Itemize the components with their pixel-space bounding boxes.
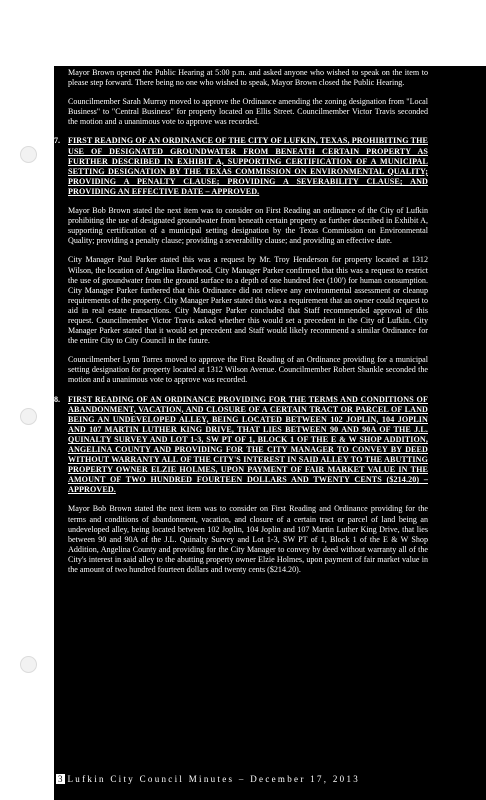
binder-margin	[0, 0, 54, 800]
paragraph: City Manager Paul Parker stated this was a request by Mr. Troy Henderson for property located at 1312 Wilson, the location of Angelina Hardwood. City Manager Parker confirmed that this was a request to restrict the use of groundwater from the ground surface to a depth of one hundred feet (100') for human consumption. City Manager Parker furthered that this Ordinance did not relieve any environmental assessment or cleanup requirements of the property. City Manager Parker stated this was a requirement that an owner could request to aid in real estate transactions. City Manager Parker concluded that Staff recommended approval of this request. Councilmember Victor Travis asked whether this would set a precedent in the City of Lufkin. City Manager Parker stated that it would set precedent and Staff would likely recommend a similar Ordinance for the entire City to City Council in the future.	[68, 255, 428, 346]
paragraph: Councilmember Sarah Murray moved to approve the Ordinance amending the zoning designation from "Local Business" to "Central Business" for property located on Ellis Street. Councilmember Victor Travis seconded the motion and a unanimous vote to approve was recorded.	[68, 97, 428, 127]
agenda-item-8	[54, 394, 428, 496]
punch-hole-middle	[20, 408, 37, 425]
page-number: 3	[58, 774, 63, 784]
punch-hole-bottom	[20, 656, 37, 673]
item-number: 8.	[54, 394, 61, 404]
paragraph: Mayor Brown opened the Public Hearing at 5:00 p.m. and asked anyone who wished to speak on the item to please step forward. There being no one who wished to speak, Mayor Brown closed the Public Hearing.	[68, 68, 428, 88]
item-title: FIRST READING OF AN ORDINANCE OF THE CITY OF LUFKIN, TEXAS, PROHIBITING THE USE OF DESIGNATED GROUNDWATER FROM BENEATH CERTAIN PROPERTY AS FURTHER DESCRIBED IN EXHIBIT A, SUPPORTING CERTIFICATION OF A MUNICIPAL SETTING DESIGNATION BY THE TEXAS COMMISSION ON ENVIRONMENTAL QUALITY; PROVIDING A PENALTY CLAUSE; PROVIDING A SEVERABILITY CLAUSE; AND PROVIDING AN EFFECTIVE DATE – APPROVED.	[68, 136, 428, 196]
page-footer	[56, 774, 484, 788]
minutes-body	[54, 68, 428, 584]
item-title: FIRST READING OF AN ORDINANCE PROVIDING FOR THE TERMS AND CONDITIONS OF ABANDONMENT, VACATION, AND CLOSURE OF A CERTAIN TRACT OR PARCEL OF LAND BEING AN UNDEVELOPED ALLEY, BEING LOCATED BETWEEN 102 JOPLIN, 104 JOPLIN AND 107 MARTIN LUTHER KING DRIVE, THAT LIES BETWEEN 90 AND 90A OF THE J.L. QUINALTY SURVEY AND LOT 1-3, SW PT OF 1, BLOCK 1 OF THE E & W SHOP ADDITION, ANGELINA COUNTY AND PROVIDING FOR THE CITY MANAGER TO CONVEY BY DEED WITHOUT WARRANTY ALL OF THE CITY'S INTEREST IN SAID ALLEY TO THE ABUTTING PROPERTY OWNER ELZIE HOLMES, UPON PAYMENT OF FAIR MARKET VALUE IN THE AMOUNT OF TWO HUNDRED FOURTEEN DOLLARS AND TWENTY CENTS ($214.20) – APPROVED.	[68, 394, 428, 495]
footer-text: Lufkin City Council Minutes – December 17, 2013	[67, 774, 361, 784]
punch-hole-top	[20, 146, 37, 163]
agenda-item-7	[54, 136, 428, 197]
item-number: 7.	[54, 136, 61, 146]
paragraph: Mayor Bob Brown stated the next item was to consider on First Reading an ordinance of the City of Lufkin prohibiting the use of designated groundwater from beneath certain property as further described in Exhibit A, supporting certification of a municipal setting designation by the Texas Commission on Environmental Quality; providing a penalty clause; providing a severability clause; and providing an effective date.	[68, 206, 428, 246]
paragraph: Mayor Bob Brown stated the next item was to consider on First Reading and Ordinance providing for the terms and conditions of abandonment, vacation, and closure of a certain tract or parcel of land being an undeveloped alley, being located between 102 Joplin, 104 Joplin and 107 Martin Luther King Drive, that lies between 90 and 90A of the J.L. Quinalty Survey and Lot 1-3, SW PT of 1, Block 1 of the E & W Shop Addition, Angelina County and providing for the City Manager to convey by deed without warranty all of the City's interest in said alley to the abutting property owner Elzie Holmes, upon payment of fair market value in the amount of two hundred fourteen dollars and twenty cents ($214.20).	[68, 504, 428, 575]
paragraph: Councilmember Lynn Torres moved to approve the First Reading of an Ordinance providing for a municipal setting designation for property located at 1312 Wilson Avenue. Councilmember Robert Shankle seconded the motion and a unanimous vote to approve was recorded.	[68, 355, 428, 385]
